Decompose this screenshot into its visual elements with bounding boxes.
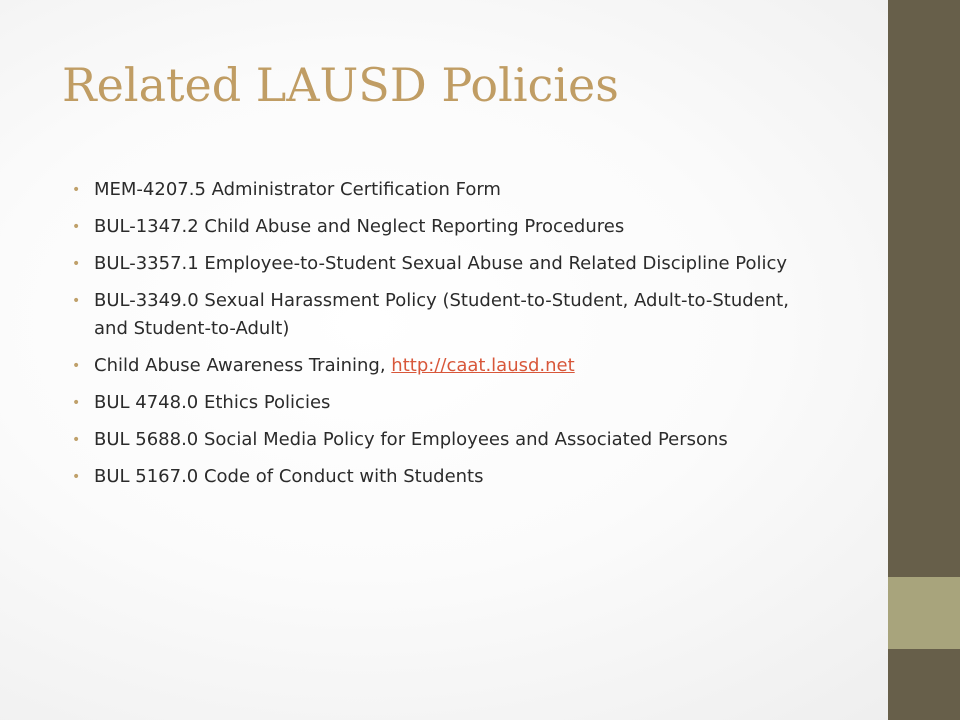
bullet-text: BUL-3357.1 Employee-to-Student Sexual Abuse and Related Discipline Policy xyxy=(94,253,788,274)
bullet-text: BUL 5688.0 Social Media Policy for Employees and Associated Persons xyxy=(94,429,728,450)
list-item xyxy=(72,176,812,204)
list-item xyxy=(72,213,812,241)
bullet-text: MEM-4207.5 Administrator Certification Form xyxy=(94,179,501,200)
sidebar-accent-middle xyxy=(888,577,960,649)
training-link[interactable]: http://caat.lausd.net xyxy=(391,355,575,376)
list-item xyxy=(72,250,812,278)
bullet-text: BUL-1347.2 Child Abuse and Neglect Reporting Procedures xyxy=(94,216,625,237)
sidebar-accent-bottom xyxy=(888,649,960,720)
bullet-text: BUL-3349.0 Sexual Harassment Policy (Student-to-Student, Adult-to-Student, and Student-to-Adult) xyxy=(94,290,789,339)
list-item xyxy=(72,463,812,491)
bullet-text: BUL 5167.0 Code of Conduct with Students xyxy=(94,466,484,487)
sidebar-accent-top xyxy=(888,0,960,577)
list-item xyxy=(72,389,812,417)
list-item xyxy=(72,287,812,343)
slide-title: Related LAUSD Policies xyxy=(62,58,619,112)
list-item xyxy=(72,426,812,454)
bullet-text: Child Abuse Awareness Training, xyxy=(94,355,392,376)
policy-list xyxy=(72,176,812,500)
bullet-text: BUL 4748.0 Ethics Policies xyxy=(94,392,331,413)
list-item xyxy=(72,352,812,380)
